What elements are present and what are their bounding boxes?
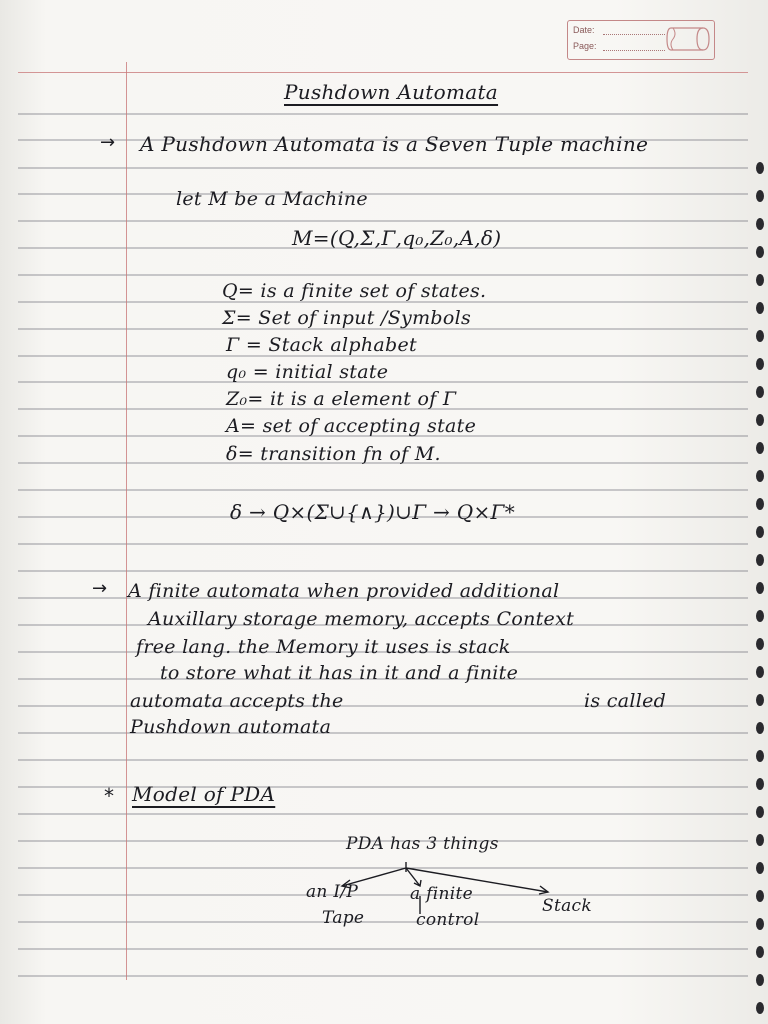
definition-line: q₀ = initial state [226, 361, 389, 383]
date-label: Date: [573, 25, 595, 35]
spiral-binding [746, 0, 768, 1024]
let-line: let M be a Machine [176, 188, 368, 210]
paragraph-line: to store what it has in it and a finite [160, 662, 519, 684]
page-label: Page: [573, 41, 597, 51]
definition-line: Γ = Stack alphabet [226, 334, 417, 356]
scroll-logo-icon [665, 24, 711, 54]
tree-child-label: Stack [542, 896, 592, 916]
margin-line [126, 62, 127, 980]
tree-child-label: Tape [322, 908, 365, 928]
definition-line: Z₀= it is a element of Γ [226, 388, 457, 410]
paragraph-line: is called [584, 690, 667, 712]
bullet-arrow-icon: → [92, 578, 108, 599]
definition-line: δ= transition fn of M. [226, 443, 441, 465]
paragraph-line: automata accepts the [130, 690, 344, 712]
date-page-box [567, 20, 715, 60]
tree-root: PDA has 3 things [346, 834, 499, 854]
tree-child-label: an I/P [306, 882, 359, 902]
model-heading: Model of PDA [132, 782, 276, 806]
transition-formula: δ → Q×(Σ∪{∧})∪Γ → Q×Γ* [230, 500, 515, 524]
tree-child-label: a finite [410, 884, 473, 904]
top-rule [18, 72, 748, 73]
definition-line: Σ= Set of input /Symbols [222, 307, 472, 329]
page-title: Pushdown Automata [284, 80, 499, 104]
paragraph-line: A finite automata when provided additional [128, 580, 560, 602]
paragraph-line: Pushdown automata [130, 716, 332, 738]
definition-line: A= set of accepting state [226, 415, 477, 437]
definition-line: Q= is a finite set of states. [222, 280, 487, 302]
paragraph-line: free lang. the Memory it uses is stack [136, 636, 511, 658]
tuple-definition: M=(Q,Σ,Γ,q₀,Z₀,A,δ) [292, 226, 502, 250]
tree-child-label: control [416, 910, 480, 930]
intro-line: A Pushdown Automata is a Seven Tuple machine [140, 132, 649, 156]
paragraph-line: Auxillary storage memory, accepts Context [148, 608, 575, 630]
star-bullet-icon: * [104, 784, 114, 808]
bullet-arrow-icon: → [100, 132, 116, 153]
